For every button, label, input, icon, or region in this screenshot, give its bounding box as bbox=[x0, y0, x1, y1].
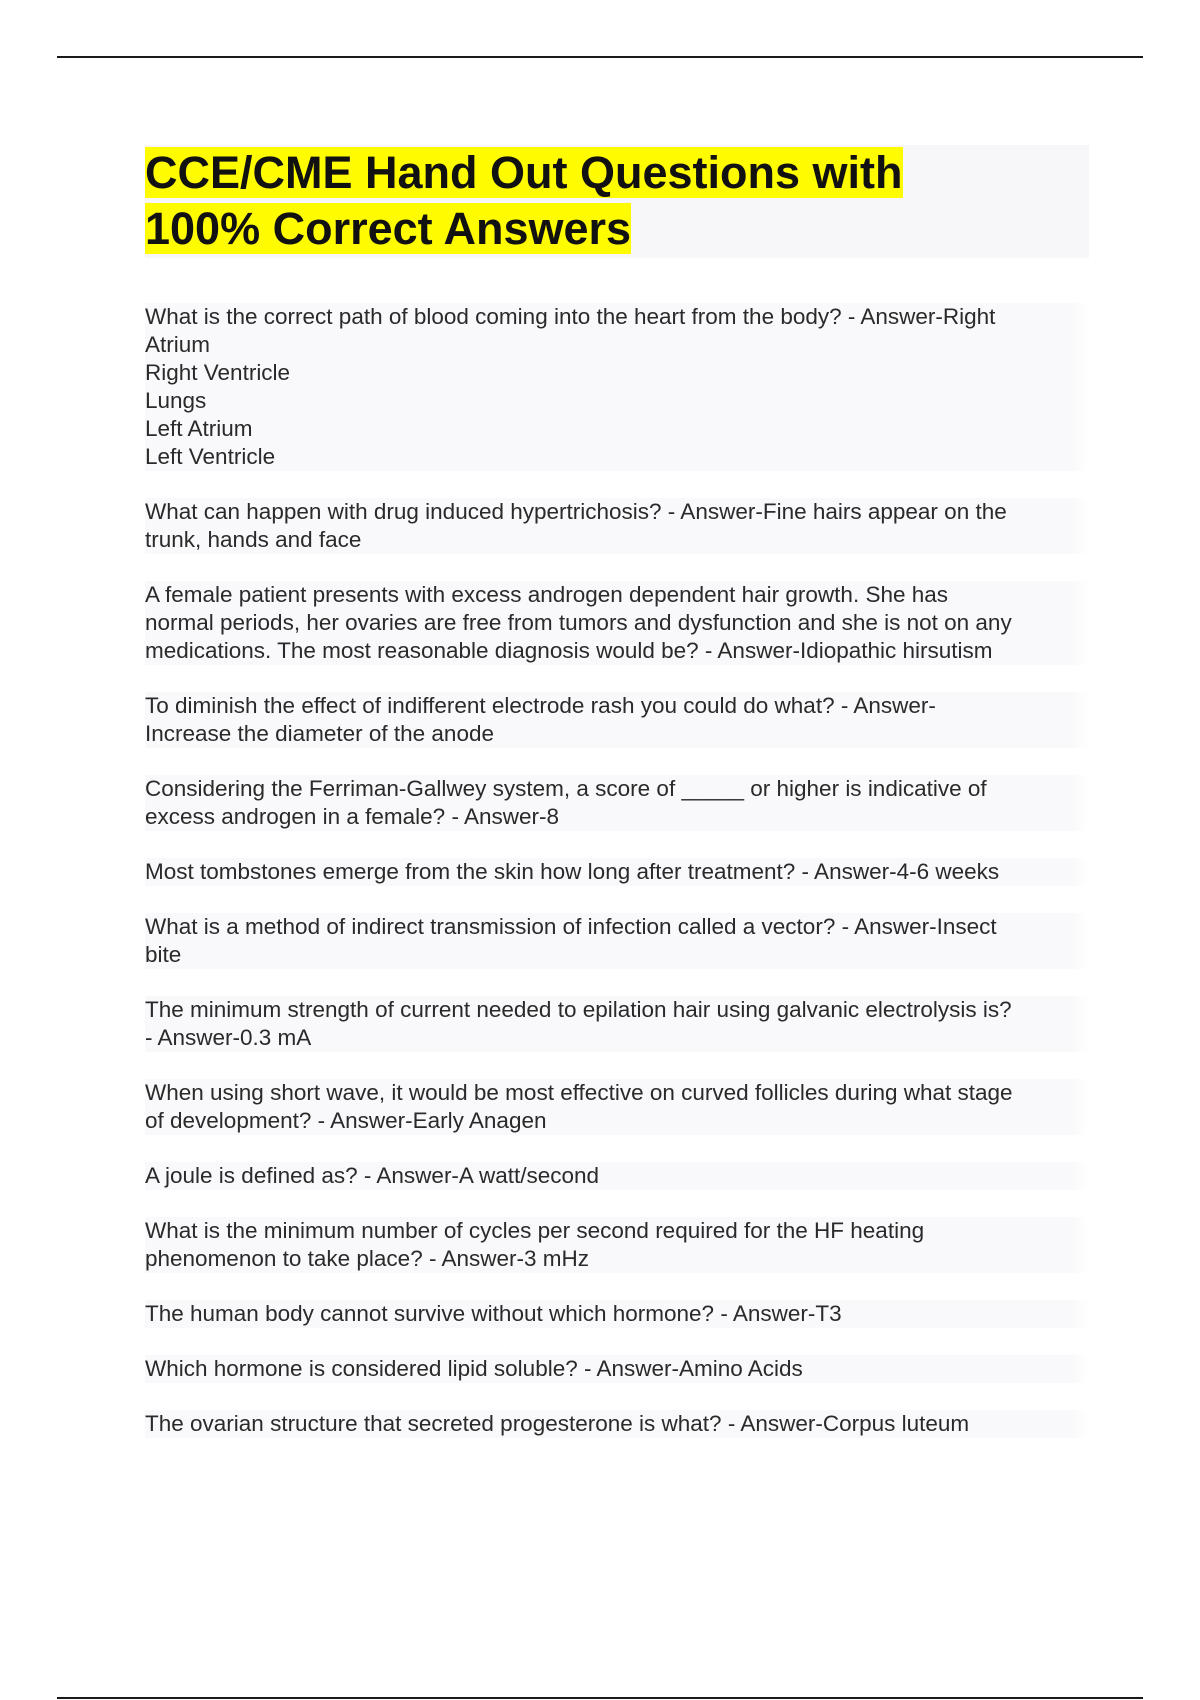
qa-item bbox=[145, 1162, 1089, 1190]
title-block bbox=[145, 145, 1089, 258]
qa-item bbox=[145, 303, 1089, 471]
qa-text-line: The ovarian structure that secreted progesterone is what? - Answer-Corpus luteum bbox=[145, 1411, 970, 1436]
title-line-1: CCE/CME Hand Out Questions with bbox=[145, 147, 903, 198]
qa-text-line: Left Atrium bbox=[145, 416, 253, 441]
title-line-2: 100% Correct Answers bbox=[145, 203, 632, 254]
qa-text-line: When using short wave, it would be most effective on curved follicles during what stage bbox=[145, 1080, 1013, 1105]
qa-text-line: normal periods, her ovaries are free from tumors and dysfunction and she is not on any bbox=[145, 610, 1012, 635]
qa-text-line: Considering the Ferriman-Gallwey system, a score of _____ or higher is indicative of bbox=[145, 776, 987, 801]
qa-text-line: medications. The most reasonable diagnosis would be? - Answer-Idiopathic hirsutism bbox=[145, 638, 993, 663]
qa-text-line: excess androgen in a female? - Answer-8 bbox=[145, 804, 559, 829]
qa-text-line: What is the correct path of blood coming into the heart from the body? - Answer-Right bbox=[145, 304, 996, 329]
qa-item bbox=[145, 498, 1089, 554]
qa-item bbox=[145, 913, 1089, 969]
qa-text-line: Atrium bbox=[145, 332, 211, 357]
qa-item bbox=[145, 996, 1089, 1052]
qa-text-line: Increase the diameter of the anode bbox=[145, 721, 494, 746]
qa-text-line: Which hormone is considered lipid soluble? - Answer-Amino Acids bbox=[145, 1356, 803, 1381]
document-title bbox=[145, 145, 1089, 257]
qa-text-line: A joule is defined as? - Answer-A watt/second bbox=[145, 1163, 600, 1188]
qa-text-line: What can happen with drug induced hypertrichosis? - Answer-Fine hairs appear on the bbox=[145, 499, 1007, 524]
qa-item bbox=[145, 581, 1089, 665]
qa-text-line: What is the minimum number of cycles per second required for the HF heating bbox=[145, 1218, 925, 1243]
qa-item bbox=[145, 1410, 1089, 1438]
qa-text-line: Lungs bbox=[145, 388, 207, 413]
qa-text-line: Most tombstones emerge from the skin how long after treatment? - Answer-4-6 weeks bbox=[145, 859, 1000, 884]
qa-text-line: phenomenon to take place? - Answer-3 mHz bbox=[145, 1246, 589, 1271]
qa-text-line: of development? - Answer-Early Anagen bbox=[145, 1108, 547, 1133]
qa-text-line: bite bbox=[145, 942, 182, 967]
qa-item bbox=[145, 858, 1089, 886]
qa-text-line: The minimum strength of current needed to epilation hair using galvanic electrolysis is? bbox=[145, 997, 1012, 1022]
qa-text-line: - Answer-0.3 mA bbox=[145, 1025, 312, 1050]
footer-rule bbox=[57, 1697, 1143, 1699]
qa-item bbox=[145, 775, 1089, 831]
header-rule bbox=[57, 56, 1143, 58]
qa-text-line: What is a method of indirect transmission of infection called a vector? - Answer-Insect bbox=[145, 914, 997, 939]
qa-item bbox=[145, 1355, 1089, 1383]
qa-text-line: To diminish the effect of indifferent electrode rash you could do what? - Answer- bbox=[145, 693, 936, 718]
question-answer-list bbox=[145, 303, 1089, 1465]
qa-text-line: A female patient presents with excess androgen dependent hair growth. She has bbox=[145, 582, 949, 607]
qa-item bbox=[145, 1217, 1089, 1273]
qa-text-line: The human body cannot survive without which hormone? - Answer-T3 bbox=[145, 1301, 842, 1326]
qa-text-line: Left Ventricle bbox=[145, 444, 276, 469]
qa-item bbox=[145, 1300, 1089, 1328]
qa-text-line: Right Ventricle bbox=[145, 360, 291, 385]
qa-item bbox=[145, 1079, 1089, 1135]
qa-item bbox=[145, 692, 1089, 748]
qa-text-line: trunk, hands and face bbox=[145, 527, 362, 552]
